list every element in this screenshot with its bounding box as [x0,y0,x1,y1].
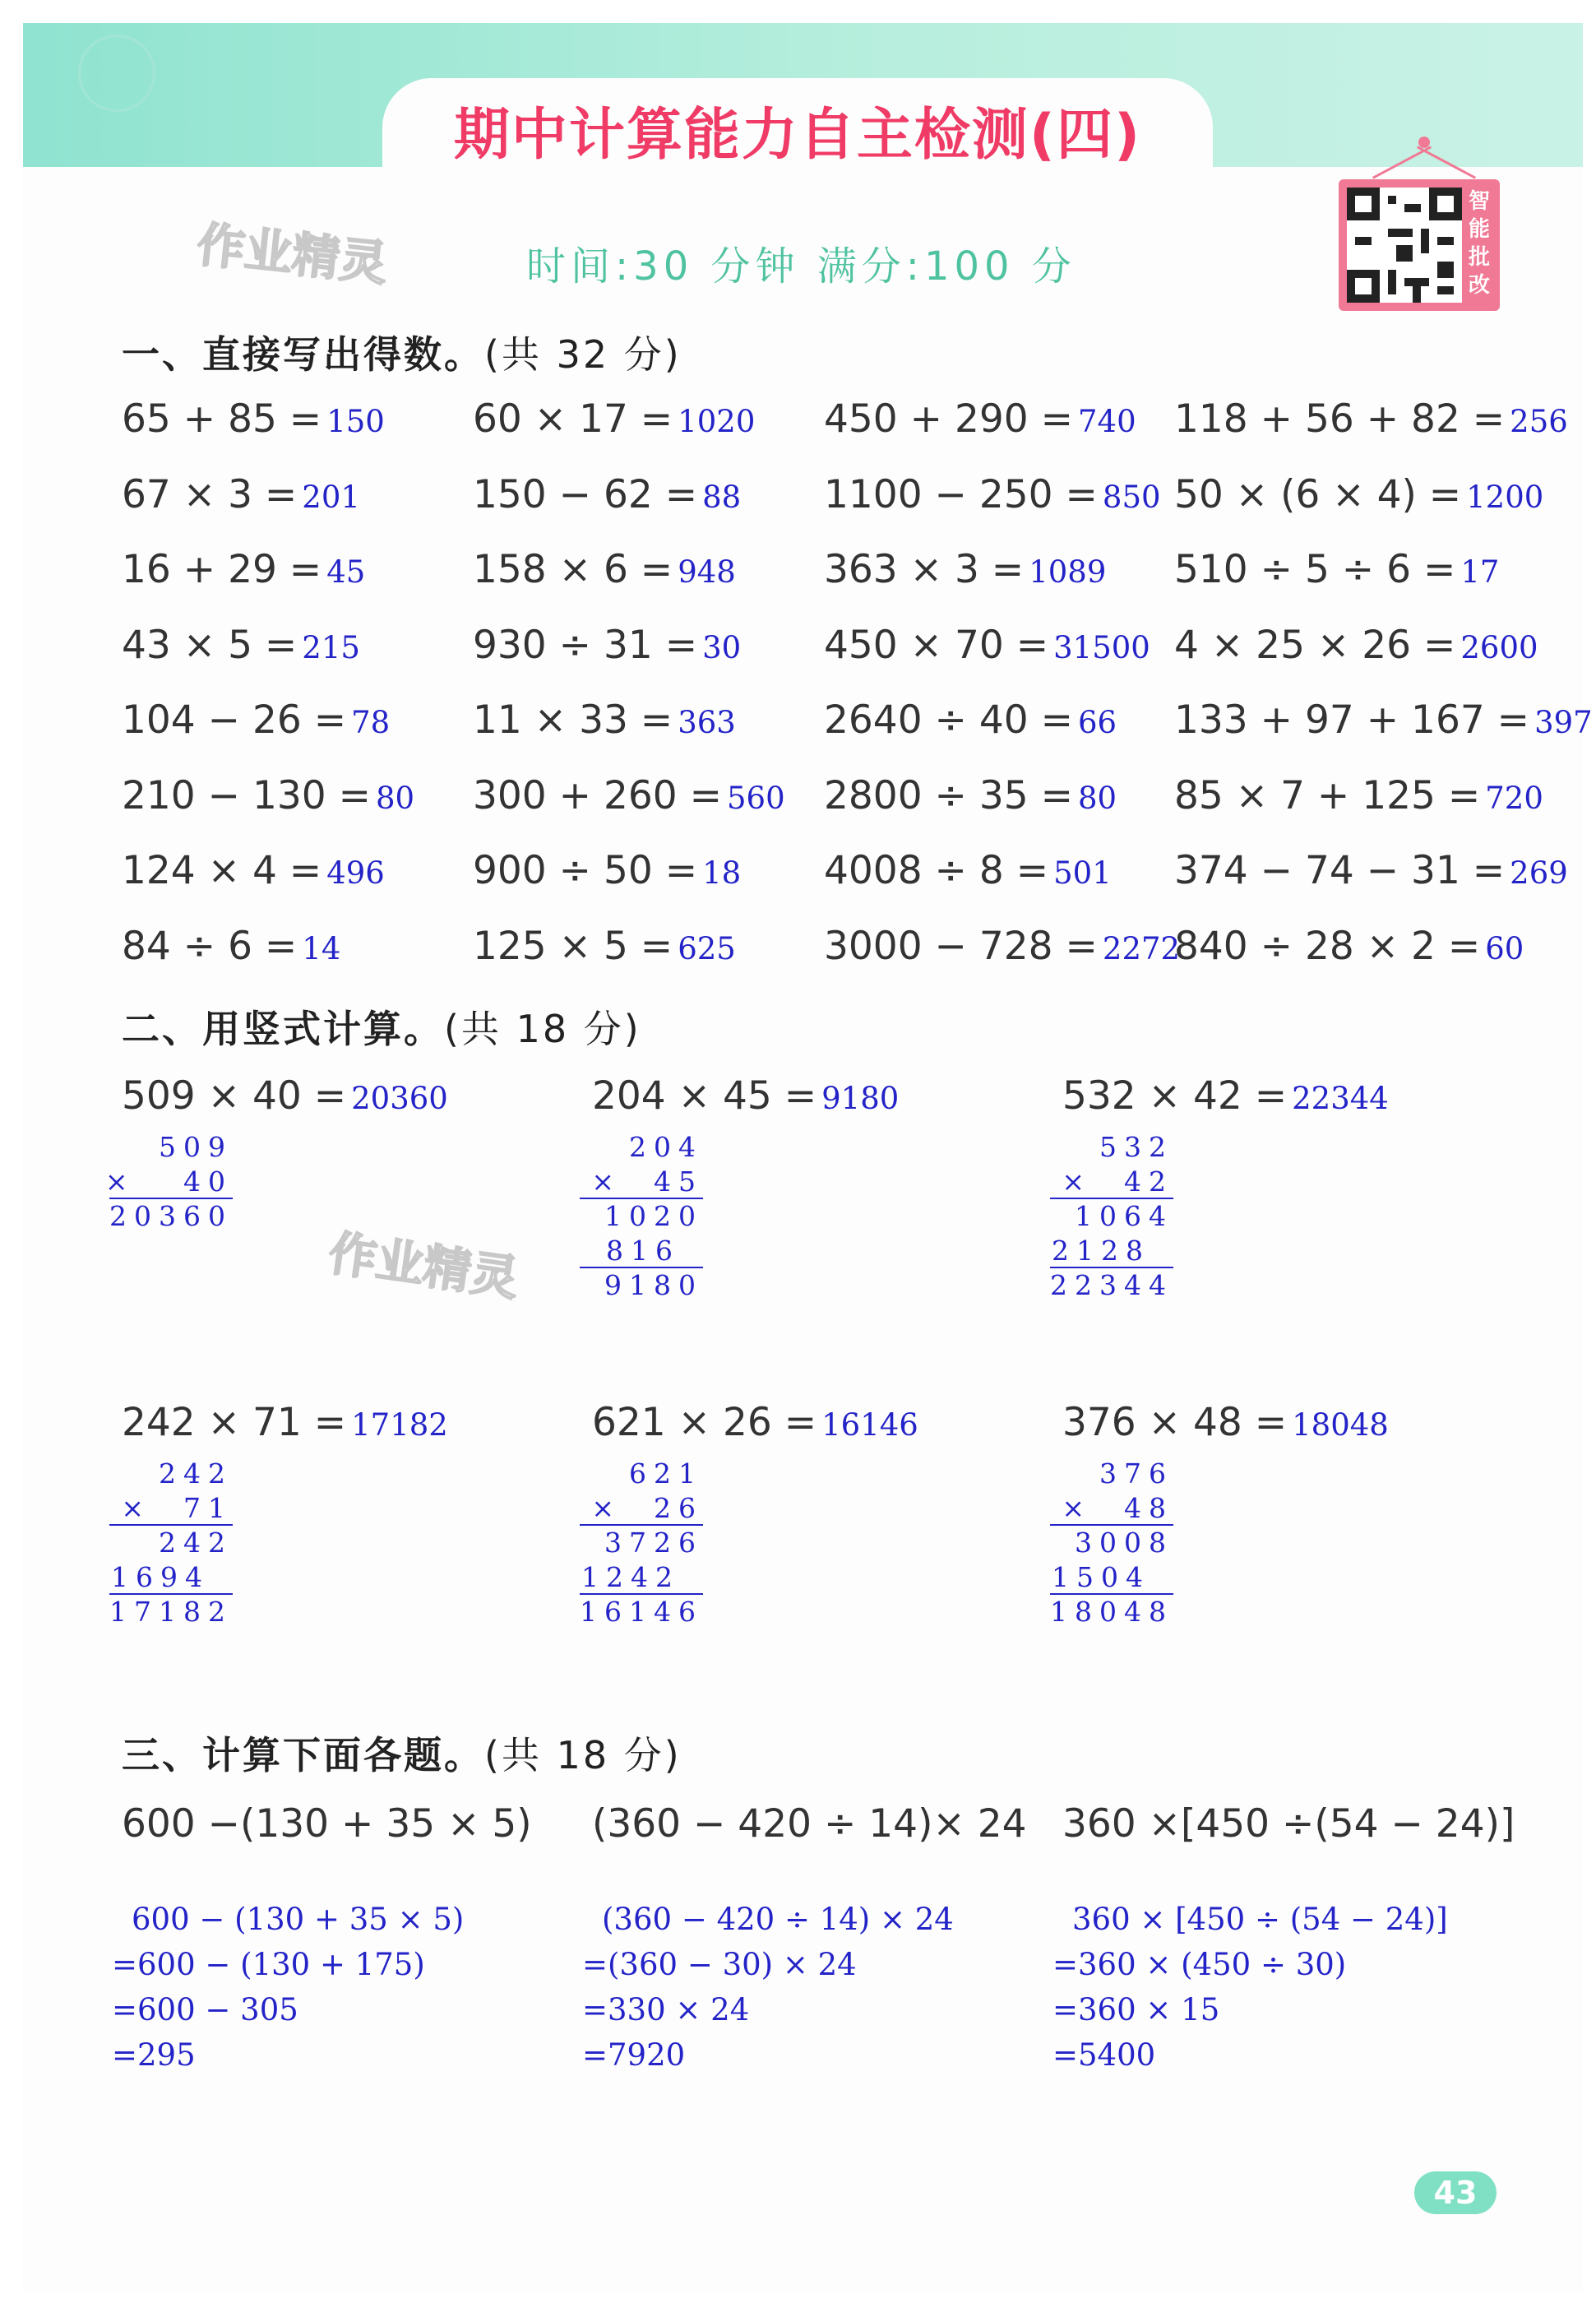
equation-question: 43 × 5 = [122,622,298,668]
equation-item [473,924,736,969]
equation-question: 150 − 62 = [473,471,698,517]
equation-item [824,924,1180,969]
watermark-text: 作业精灵 [194,216,391,292]
handwritten-answer: 150 [326,404,385,439]
working-line: 242 [159,1457,233,1490]
equation-item [122,773,414,818]
equation-item [824,697,1117,743]
equation-item [473,848,741,893]
qr-label [1469,188,1493,299]
equation-question: 65 + 85 = [122,396,322,442]
equation-item [1174,472,1543,517]
calc-rule-line [109,1198,233,1199]
product-line: 16146 [580,1596,703,1628]
equation-item [824,623,1150,668]
handwritten-answer: 17182 [351,1407,448,1443]
equation-item [824,547,1106,592]
handwritten-answer: 269 [1510,855,1568,891]
equation-item [122,472,360,517]
equation-question: 60 × 17 = [473,396,673,442]
calc-rule-line [580,1593,703,1595]
handwritten-answer: 1020 [678,404,756,439]
handwritten-answer: 850 [1102,479,1161,515]
equation-question: 67 × 3 = [122,471,298,517]
handwritten-answer: 20360 [351,1081,448,1116]
equation-item [122,396,385,442]
multiplier-line: × 42 [1062,1165,1173,1198]
equation-question: 3000 − 728 = [824,923,1098,969]
vertical-problem [1062,1073,1389,1119]
calc-rule-line [1050,1198,1173,1199]
product-line: 20360 [109,1200,233,1232]
working-line: 1242 [581,1561,680,1593]
handwritten-answer: 14 [302,930,341,966]
equation-question: 363 × 3 = [824,547,1025,592]
handwritten-answer: 30 [702,629,742,665]
equation-question: 300 + 260 = [473,772,722,818]
solution-step: =(360 − 30) × 24 [582,1947,857,1982]
equation-item [824,472,1161,517]
equation-item [1174,924,1524,969]
handwritten-answer: 201 [302,479,360,515]
solution-step: (360 − 420 ÷ 14) × 24 [602,1902,954,1937]
equation-question: 374 − 74 − 31 = [1174,848,1506,893]
equation-question: 11 × 33 = [473,697,673,743]
equation-question: 450 × 70 = [824,622,1049,668]
equation-item [122,848,385,893]
handwritten-answer: 17 [1460,554,1500,590]
equation-question: 242 × 71 = [122,1400,347,1445]
working-line: 532 [1099,1131,1173,1163]
calc-rule-line [1050,1524,1173,1526]
qr-label-char: 能 [1469,217,1491,242]
solution-step: =295 [112,2037,196,2073]
solution-step: 360 × [450 ÷ (54 − 24)] [1072,1902,1448,1937]
equation-item [473,773,785,818]
equation-question: 124 × 4 = [122,848,322,893]
product-line: 18048 [1050,1596,1173,1628]
vertical-problem [592,1073,899,1119]
equation-question: 621 × 26 = [592,1400,817,1445]
equation-item [473,396,755,442]
equation-item [122,547,365,592]
equation-question: 376 × 48 = [1062,1400,1288,1445]
equation-question: 210 − 130 = [122,772,371,818]
equation-question: 930 ÷ 31 = [473,622,698,668]
multiplier-line: × 40 [104,1165,233,1198]
handwritten-answer: 18 [702,855,742,891]
handwritten-answer: 45 [326,554,366,590]
section-heading [122,999,641,1054]
equation-question: 1100 − 250 = [824,471,1098,517]
equation-question: 158 × 6 = [473,547,673,592]
equation-question: 16 + 29 = [122,547,322,592]
equation-item [824,848,1112,893]
handwritten-answer: 60 [1485,930,1524,966]
working-line: 3726 [604,1527,703,1559]
equation-question: 2640 ÷ 40 = [824,697,1073,743]
working-line: 376 [1099,1457,1173,1490]
handwritten-answer: 88 [702,479,742,515]
expression-question: 360 ×[450 ÷(54 − 24)] [1062,1801,1515,1847]
section-score: (共 18 分) [484,1733,682,1777]
decorative-circle [78,35,155,112]
product-line: 9180 [604,1269,703,1301]
section-title: 一、直接写出得数。 [122,332,484,377]
solution-step: =5400 [1052,2037,1156,2073]
calc-rule-line [109,1524,233,1526]
calc-rule-line [580,1198,703,1199]
calc-rule-line [580,1524,703,1526]
qr-code-icon[interactable] [1347,188,1462,303]
equation-item [1174,773,1543,818]
working-line: 1064 [1075,1200,1173,1232]
handwritten-answer: 625 [678,930,736,966]
handwritten-answer: 740 [1078,404,1136,439]
equation-item [1174,697,1593,743]
equation-question: 84 ÷ 6 = [122,923,298,969]
page-title: 期中计算能力自主检测(四) [453,103,1142,168]
equation-question: 2800 ÷ 35 = [824,772,1073,818]
equation-question: 4008 ÷ 8 = [824,848,1049,893]
equation-item [122,623,360,668]
equation-item [1174,848,1568,893]
equation-question: 532 × 42 = [1062,1073,1288,1119]
working-line: 2128 [1052,1235,1150,1267]
handwritten-answer: 2600 [1460,629,1538,665]
qr-label-char: 改 [1469,273,1491,298]
watermark-text: 作业精灵 [325,1225,522,1307]
handwritten-answer: 78 [351,705,391,740]
solution-step: =360 × (450 ÷ 30) [1052,1947,1347,1982]
solution-step: =600 − (130 + 175) [112,1947,425,1982]
working-line: 1694 [111,1561,210,1593]
handwritten-answer: 80 [376,780,415,816]
working-line: 621 [629,1457,703,1490]
working-line: 816 [606,1235,680,1267]
solution-step: =330 × 24 [582,1992,750,2027]
multiplier-line: × 26 [591,1492,703,1524]
equation-item [824,396,1136,442]
equation-question: 85 × 7 + 125 = [1174,772,1481,818]
handwritten-answer: 1200 [1466,479,1544,515]
equation-item [473,547,736,592]
calc-rule-line [1050,1267,1173,1268]
equation-question: 4 × 25 × 26 = [1174,622,1456,668]
vertical-problem [1062,1400,1389,1445]
handwritten-answer: 18048 [1292,1407,1389,1443]
section-heading [122,1726,682,1780]
handwritten-answer: 66 [1078,705,1117,740]
expression-question: (360 − 420 ÷ 14)× 24 [592,1801,1027,1847]
section-score: (共 32 分) [484,332,682,377]
equation-question: 840 ÷ 28 × 2 = [1174,923,1481,969]
calc-rule-line [1050,1593,1173,1595]
handwritten-answer: 215 [302,629,360,665]
vertical-problem [122,1073,448,1119]
handwritten-answer: 720 [1485,780,1543,816]
time-info: 时间:30 分钟 满分:100 分 [526,243,1076,290]
handwritten-answer: 16146 [821,1407,918,1443]
equation-question: 510 ÷ 5 ÷ 6 = [1174,547,1456,592]
qr-label-char: 批 [1469,245,1491,270]
handwritten-answer: 501 [1053,855,1112,891]
calc-rule-line [109,1593,233,1595]
equation-item [473,472,741,517]
equation-item [473,697,736,743]
equation-item [122,697,390,743]
equation-question: 900 ÷ 50 = [473,848,698,893]
section-title: 三、计算下面各题。 [122,1733,484,1777]
qr-label-char: 智 [1469,189,1491,214]
equation-question: 50 × (6 × 4) = [1174,471,1462,517]
expression-question: 600 −(130 + 35 × 5) [122,1801,532,1847]
equation-question: 133 + 97 + 167 = [1174,697,1530,743]
handwritten-answer: 9180 [821,1081,900,1116]
section-heading [122,325,682,379]
handwritten-answer: 397 [1534,705,1593,740]
equation-item [1174,547,1499,592]
equation-question: 450 + 290 = [824,396,1073,442]
handwritten-answer: 1089 [1029,554,1107,590]
page-number: 43 [1414,2171,1497,2214]
working-line: 1504 [1052,1561,1150,1593]
working-line: 242 [159,1527,233,1559]
working-line: 509 [159,1131,233,1163]
equation-item [824,773,1117,818]
product-line: 22344 [1050,1269,1173,1301]
equation-question: 118 + 56 + 82 = [1174,396,1506,442]
working-line: 1020 [604,1200,703,1232]
equation-question: 204 × 45 = [592,1073,817,1119]
handwritten-answer: 363 [678,705,736,740]
handwritten-answer: 22344 [1292,1081,1389,1116]
equation-item [122,924,340,969]
multiplier-line: × 45 [591,1165,703,1198]
multiplier-line: × 48 [1062,1492,1173,1524]
equation-item [1174,623,1538,668]
handwritten-answer: 256 [1510,404,1568,439]
vertical-problem [592,1400,918,1445]
working-line: 3008 [1075,1527,1173,1559]
handwritten-answer: 2272 [1102,930,1181,966]
multiplier-line: × 71 [121,1492,233,1524]
equation-question: 125 × 5 = [473,923,673,969]
section-title: 二、用竖式计算。 [122,1007,444,1051]
solution-step: =7920 [582,2037,686,2073]
handwritten-answer: 948 [678,554,736,590]
handwritten-answer: 31500 [1053,629,1150,665]
solution-step: 600 − (130 + 35 × 5) [132,1902,465,1937]
solution-step: =600 − 305 [112,1992,298,2027]
equation-question: 509 × 40 = [122,1073,347,1119]
product-line: 17182 [109,1596,233,1628]
vertical-problem [122,1400,448,1445]
equation-item [1174,396,1568,442]
handwritten-answer: 80 [1078,780,1117,816]
equation-question: 104 − 26 = [122,697,347,743]
equation-item [473,623,741,668]
section-score: (共 18 分) [444,1007,641,1051]
solution-step: =360 × 15 [1052,1992,1220,2027]
calc-rule-line [580,1267,703,1268]
handwritten-answer: 496 [326,855,385,891]
handwritten-answer: 560 [727,780,785,816]
working-line: 204 [629,1131,703,1163]
